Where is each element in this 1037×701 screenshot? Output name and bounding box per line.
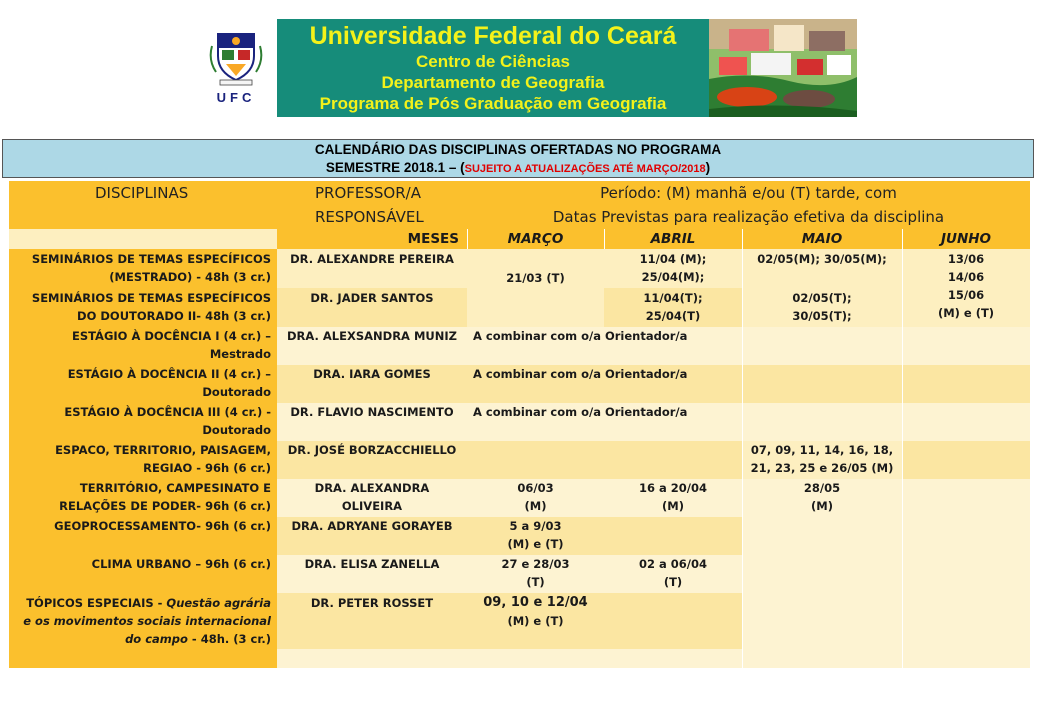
update-note: SUJEITO A ATUALIZAÇÕES ATÉ MARÇO/2018 [464, 163, 706, 175]
row9-abril [604, 555, 742, 593]
row1-professor: DR. ALEXANDRE PEREIRA [277, 249, 467, 288]
row10-marco-line2: (M) e (T) [507, 614, 564, 628]
row8-discipline: GEOPROCESSAMENTO- 96h (6 cr.) [9, 517, 277, 555]
row7-marco-line2: (M) [524, 499, 547, 513]
row5-discipline [9, 403, 277, 441]
row7-discipline [9, 479, 277, 517]
month-abril: ABRIL [604, 229, 742, 249]
row1-junho [902, 249, 1030, 327]
row6-discipline [9, 441, 277, 479]
row6-maio-line2: 21, 23, 25 e 26/05 (M) [750, 461, 894, 475]
row10-discipline-italic2: e os movimentos sociais internacional [23, 614, 271, 628]
header-professor-line2: RESPONSÁVEL [315, 208, 424, 226]
grid-line-maio [742, 229, 743, 668]
header-periodo-line2: Datas Previstas para realização efetiva da disciplina [552, 208, 945, 226]
header-meses: MESES [277, 229, 467, 249]
row7-abril [604, 479, 742, 517]
row3-discipline-line2: Mestrado [209, 347, 271, 361]
row6-marco-empty [467, 441, 604, 479]
row1-marco: 21/03 (T) [467, 249, 604, 327]
row10-discipline-italic3: do campo [125, 632, 188, 646]
month-marco: MARÇO [467, 229, 604, 249]
row2-abril [604, 288, 742, 327]
row7-professor-line2: OLIVEIRA [341, 499, 403, 513]
header-professor [277, 181, 467, 229]
row6-maio-line1: 07, 09, 11, 14, 16, 18, [750, 443, 894, 457]
row8-maio-empty [742, 517, 902, 555]
row10-professor: DR. PETER ROSSET [277, 593, 467, 649]
row10-marco [467, 593, 604, 649]
row9-professor: DRA. ELISA ZANELLA [277, 555, 467, 593]
row7-professor-line1: DRA. ALEXANDRA [314, 481, 430, 495]
row1-abril-line1: 11/04 (M); [639, 252, 707, 266]
row1-discipline [9, 249, 277, 288]
header-professor-line1: PROFESSOR/A [315, 184, 421, 202]
row10-marco-line1: 09, 10 e 12/04 [483, 595, 588, 610]
row5-discipline-line1: ESTÁGIO À DOCÊNCIA III (4 cr.) - [64, 405, 271, 419]
row9-abril-line1: 02 a 06/04 [639, 557, 707, 571]
calendar-title-box [2, 139, 1034, 178]
grid-line-marco [467, 229, 468, 249]
row6-professor: DR. JOSÉ BORZACCHIELLO [277, 441, 467, 479]
blank-row-rest [277, 649, 1030, 668]
row10-discipline-line1 [9, 594, 271, 612]
row7-marco [467, 479, 604, 517]
row4-discipline-line2: Doutorado [202, 385, 271, 399]
row7-discipline-line1: TERRITÓRIO, CAMPESINATO E [79, 481, 271, 495]
row6-discipline-line2: REGIAO - 96h (6 cr.) [143, 461, 271, 475]
row2-abril-line2: 25/04(T) [645, 309, 701, 323]
blank-row-discipline [9, 649, 277, 668]
row9-discipline: CLIMA URBANO – 96h (6 cr.) [9, 555, 277, 593]
row7-discipline-line2: RELAÇÕES DE PODER- 96h (6 cr.) [59, 499, 271, 513]
row10-discipline [9, 593, 277, 649]
month-maio: MAIO [742, 229, 902, 249]
ufc-crest-logo [208, 26, 264, 86]
row3-note: A combinar com o/a Orientador/a [467, 327, 1030, 365]
row9-marco-line1: 27 e 28/03 [501, 557, 570, 571]
row3-discipline-line1: ESTÁGIO À DOCÊNCIA I (4 cr.) – [71, 329, 271, 343]
row9-junho-empty [902, 555, 1030, 593]
row7-abril-line1: 16 a 20/04 [639, 481, 707, 495]
row4-discipline-line1: ESTÁGIO À DOCÊNCIA II (4 cr.) – [67, 367, 271, 381]
row5-professor: DR. FLAVIO NASCIMENTO [277, 403, 467, 441]
row8-professor: DRA. ADRYANE GORAYEB [277, 517, 467, 555]
semester-close: ) [705, 160, 711, 175]
row2-maio-line1: 02/05(T); [792, 291, 852, 305]
row1-abril [604, 249, 742, 288]
row7-maio [742, 479, 902, 517]
junho-line2: 14/06 [947, 270, 985, 284]
row7-abril-line2: (M) [662, 499, 684, 513]
row8-junho-empty [902, 517, 1030, 555]
row4-professor: DRA. IARA GOMES [277, 365, 467, 403]
row9-marco [467, 555, 604, 593]
row6-abril-empty [604, 441, 742, 479]
row2-maio [742, 288, 902, 327]
grid-line-junho [902, 229, 903, 668]
junho-line3: 15/06 [947, 288, 985, 302]
row10-abril-empty [604, 593, 742, 649]
row5-note: A combinar com o/a Orientador/a [467, 403, 1030, 441]
row10-discipline-italic1: Questão agrária [166, 596, 271, 610]
row5-discipline-line2: Doutorado [202, 423, 271, 437]
row1-abril-line2: 25/04(M); [641, 270, 705, 284]
row2-discipline-line2: DO DOUTORADO II- 48h (3 cr.) [77, 309, 271, 323]
row10-discipline-suffix: - 48h. (3 cr.) [187, 632, 271, 646]
row4-discipline [9, 365, 277, 403]
row2-professor: DR. JADER SANTOS [277, 288, 467, 327]
row10-discipline-line3 [9, 630, 271, 648]
months-row-blank [9, 229, 277, 249]
row2-discipline [9, 288, 277, 327]
header-periodo [467, 181, 1030, 229]
university-name: Universidade Federal do Ceará [309, 22, 677, 50]
program-name: Programa de Pós Graduação em Geografia [319, 94, 667, 113]
semester-line [3, 159, 1033, 178]
row9-abril-line2: (T) [663, 575, 683, 589]
row3-discipline [9, 327, 277, 365]
row10-junho-empty [902, 593, 1030, 649]
header-periodo-line1: Período: (M) manhã e/ou (T) tarde, com [600, 184, 897, 202]
row6-junho-empty [902, 441, 1030, 479]
junho-line4: (M) e (T) [937, 306, 995, 320]
row2-maio-line2: 30/05(T); [792, 309, 852, 323]
header-disciplinas: DISCIPLINAS [95, 184, 189, 202]
university-banner [277, 19, 709, 117]
landscape-painting-image [709, 19, 857, 117]
row8-marco [467, 517, 604, 555]
calendar-title: CALENDÁRIO DAS DISCIPLINAS OFERTADAS NO PROGRAMA [314, 142, 722, 157]
center-name: Centro de Ciências [416, 52, 570, 71]
row8-marco-line1: 5 a 9/03 [509, 519, 562, 533]
row3-professor: DRA. ALEXSANDRA MUNIZ [277, 327, 467, 365]
row2-abril-line1: 11/04(T); [643, 291, 703, 305]
row8-marco-line2: (M) e (T) [507, 537, 564, 551]
row9-maio-empty [742, 555, 902, 593]
row6-discipline-line1: ESPACO, TERRITORIO, PAISAGEM, [55, 443, 271, 457]
row4-note: A combinar com o/a Orientador/a [467, 365, 1030, 403]
semester-label: SEMESTRE 2018.1 – ( [325, 160, 465, 175]
row7-maio-line2: (M) [811, 499, 833, 513]
row1-discipline-line1: SEMINÁRIOS DE TEMAS ESPECÍFICOS [31, 252, 271, 266]
row7-marco-line1: 06/03 [517, 481, 554, 495]
row7-maio-line1: 28/05 [803, 481, 841, 495]
row6-maio [742, 441, 902, 479]
row1-maio: 02/05(M); 30/05(M); [742, 249, 902, 288]
row7-professor [277, 479, 467, 517]
row7-junho-empty [902, 479, 1030, 517]
ufc-logo-text: UFC [216, 90, 256, 105]
junho-line1: 13/06 [947, 252, 985, 266]
row1-discipline-line2: (MESTRADO) - 48h (3 cr.) [109, 270, 271, 284]
row10-discipline-prefix: TÓPICOS ESPECIAIS - [26, 596, 167, 610]
department-name: Departamento de Geografia [381, 73, 605, 92]
month-junho: JUNHO [902, 229, 1030, 249]
grid-line-abril [604, 229, 605, 249]
row2-discipline-line1: SEMINÁRIOS DE TEMAS ESPECÍFICOS [31, 291, 271, 305]
row10-maio-empty [742, 593, 902, 649]
row8-abril-empty [604, 517, 742, 555]
row9-marco-line2: (T) [526, 575, 545, 589]
